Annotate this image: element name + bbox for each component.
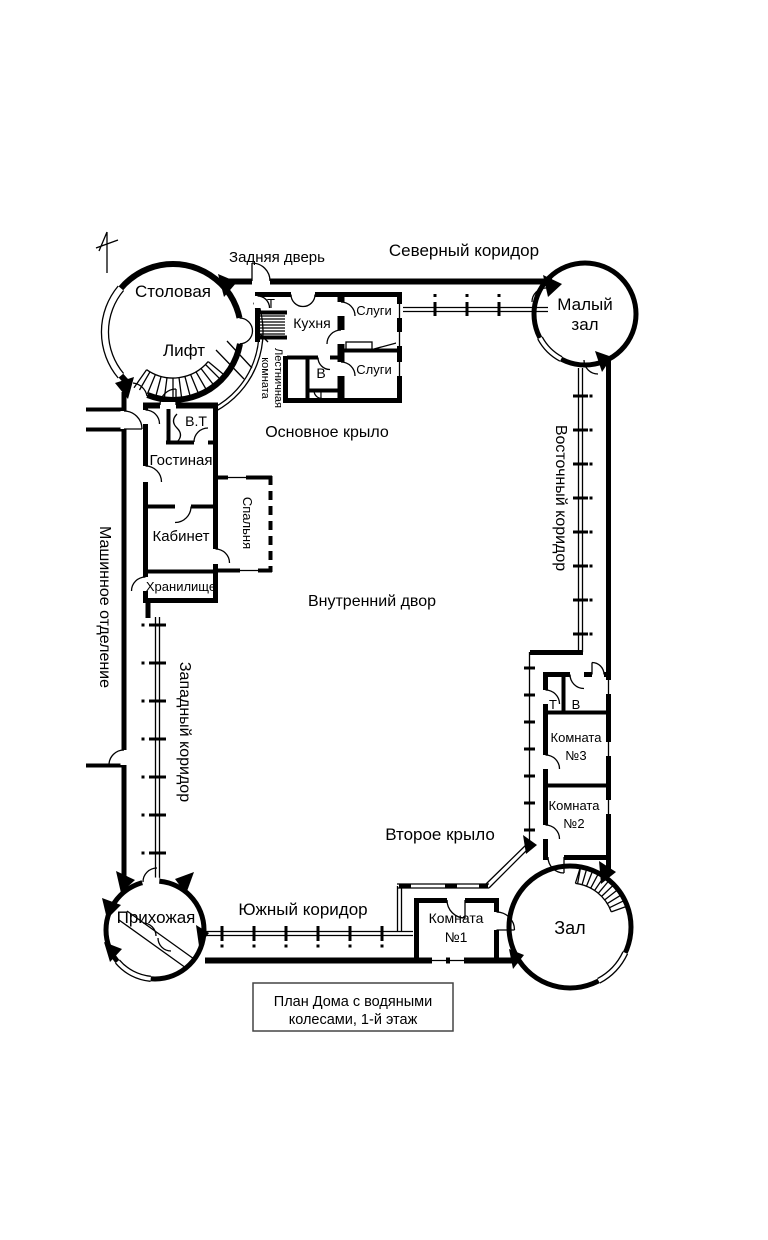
south-corridor-lines [205,842,532,948]
courtyard-label: Внутренний двор [307,593,437,610]
back-door-label: Задняя дверь [229,249,325,266]
room-labels [96,241,613,945]
servants-lower-label: Слуги [356,362,392,377]
room3-label-2: №3 [565,748,587,763]
caption-line-2: колесами, 1-й этаж [288,1012,418,1028]
second-wing-label: Второе крыло [385,825,495,844]
machine-room-label: Машинное отделение [96,525,113,689]
lift-label: Лифт [162,341,206,360]
bath-wing-label: В [571,697,581,712]
west-corridor-lines [142,603,167,880]
north-corridor-label: Северный коридор [388,241,540,260]
west-block-rooms [115,377,272,603]
small-hall-label-2: зал [571,315,599,334]
servants-upper-label: Слуги [356,303,392,318]
south-corridor-label: Южный коридор [238,900,368,919]
room2-label-2: №2 [563,816,585,831]
room1-label-2: №1 [444,929,468,945]
living-room-label: Гостиная [149,452,213,469]
room3-label-1: Комната [550,730,602,745]
main-wing-label: Основное крыло [265,424,389,441]
room1-label-1: Комната [428,910,484,926]
bedroom-label: Спальня [240,496,255,550]
wc-combined-label: В.Т [185,413,207,429]
stair-room-label-2: комната [259,357,271,399]
study-label: Кабинет [152,528,210,545]
toilet-small-label: Т [317,388,325,403]
east-corridor-label: Восточный коридор [552,424,569,572]
caption-box [253,983,453,1031]
machine-room-walls [86,410,142,766]
room1-walls [414,898,515,958]
kitchen-label: Кухня [293,315,331,331]
caption-line-1: План Дома с водяными [273,994,433,1010]
west-corridor-label: Западный коридор [176,661,193,803]
storage-label: Хранилище [145,579,217,594]
hall-label: Зал [554,918,586,938]
small-hall-label-1: Малый [557,295,613,314]
stair-room-label-1: Лестничная [272,348,284,408]
room2-label-1: Комната [548,798,600,813]
toilet-north-label: Т [267,296,275,311]
bath-label: В [316,365,326,381]
toilet-wing-label: Т [549,697,557,712]
dining-room-label: Столовая [134,282,212,301]
north-arrow-icon [96,232,118,273]
second-wing-rooms [523,663,608,874]
north-corridor-lines [402,294,548,316]
entry-hall-label: Прихожая [116,908,196,927]
